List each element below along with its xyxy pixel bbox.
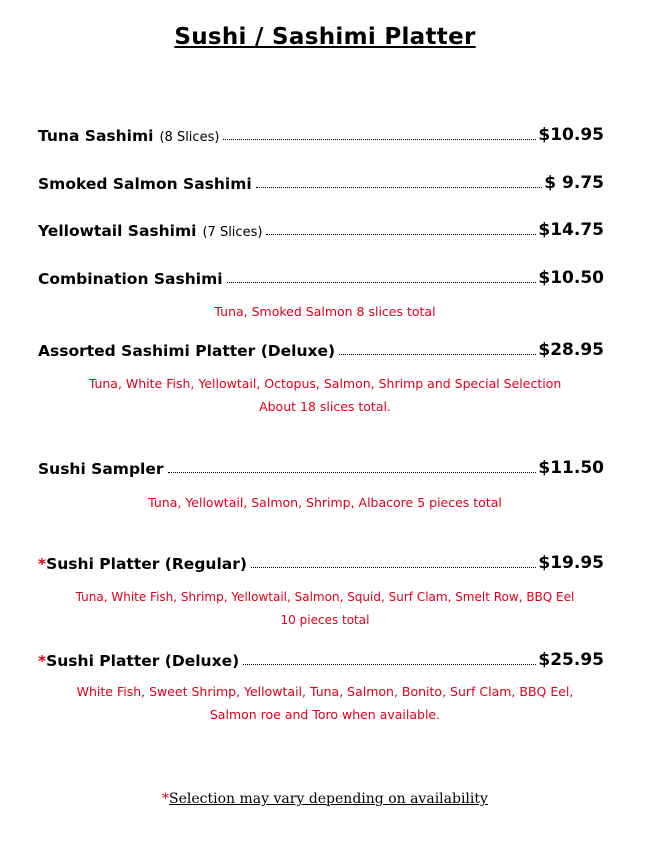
item-star: * (38, 652, 47, 670)
page-title: Sushi / Sashimi Platter (174, 24, 476, 50)
item-description (20, 586, 630, 632)
item-price: $11.50 (538, 458, 604, 478)
description-line: White Fish, Sweet Shrimp, Yellowtail, Tuna, Salmon, Bonito, Surf Clam, BBQ Eel, (76, 684, 574, 699)
footer-note (0, 791, 650, 807)
item-name (38, 555, 247, 573)
item-price: $ 9.75 (544, 173, 604, 193)
menu-item-yellowtail-sashimi (38, 216, 604, 240)
item-price: $25.95 (538, 650, 604, 670)
dot-leader (266, 234, 536, 235)
dot-leader (168, 472, 537, 473)
menu-item-sushi-platter-regular (38, 549, 604, 573)
description-line: Salmon roe and Toro when available. (209, 707, 441, 722)
item-name (38, 652, 239, 670)
dot-leader (243, 664, 536, 665)
footer-star: * (162, 791, 170, 807)
item-name-text: Sushi Platter (Regular) (46, 555, 247, 573)
item-name-text: Sushi Sampler (38, 460, 164, 478)
item-price: $28.95 (538, 340, 604, 360)
item-name-text: Smoked Salmon Sashimi (38, 175, 252, 193)
menu-item-assorted-sashimi-platter (38, 336, 604, 360)
item-name-text: Assorted Sashimi Platter (Deluxe) (38, 342, 336, 360)
item-name-text: Sushi Platter (Deluxe) (46, 652, 240, 670)
item-description (20, 300, 630, 323)
dot-leader (256, 187, 543, 188)
item-description (20, 680, 630, 726)
description-line: Tuna, Smoked Salmon 8 slices total (214, 304, 436, 319)
item-price: $19.95 (538, 553, 604, 573)
menu-item-sushi-sampler (38, 454, 604, 478)
item-note: (8 Slices) (159, 130, 220, 145)
item-name (38, 460, 164, 478)
description-line: 10 pieces total (280, 613, 370, 627)
menu-item-combination-sashimi (38, 264, 604, 288)
item-note: (7 Slices) (202, 225, 263, 240)
item-name (38, 175, 252, 193)
description-line: Tuna, White Fish, Yellowtail, Octopus, Salmon, Shrimp and Special Selection (88, 376, 562, 391)
item-price: $10.95 (538, 125, 604, 145)
item-name-text: Combination Sashimi (38, 270, 223, 288)
description-line: Tuna, Yellowtail, Salmon, Shrimp, Albacore 5 pieces total (148, 495, 502, 510)
item-name (38, 127, 153, 145)
description-line: About 18 slices total. (259, 399, 391, 414)
dot-leader (339, 354, 536, 355)
item-name (38, 222, 196, 240)
dot-leader (251, 567, 536, 568)
item-description (20, 372, 630, 418)
item-name (38, 342, 335, 360)
item-name-text: Yellowtail Sashimi (38, 222, 197, 240)
footer-text: Selection may vary depending on availability (169, 791, 488, 807)
menu-item-sushi-platter-deluxe (38, 646, 604, 670)
dot-leader (227, 282, 537, 283)
item-description (20, 491, 630, 514)
menu-item-tuna-sashimi (38, 121, 604, 145)
dot-leader (223, 139, 536, 140)
item-price: $14.75 (538, 220, 604, 240)
item-name (38, 270, 223, 288)
item-price: $10.50 (538, 268, 604, 288)
menu-item-smoked-salmon-sashimi (38, 169, 604, 193)
item-name-text: Tuna Sashimi (38, 127, 154, 145)
item-star: * (38, 555, 47, 573)
description-line: Tuna, White Fish, Shrimp, Yellowtail, Salmon, Squid, Surf Clam, Smelt Row, BBQ Eel (75, 590, 575, 604)
